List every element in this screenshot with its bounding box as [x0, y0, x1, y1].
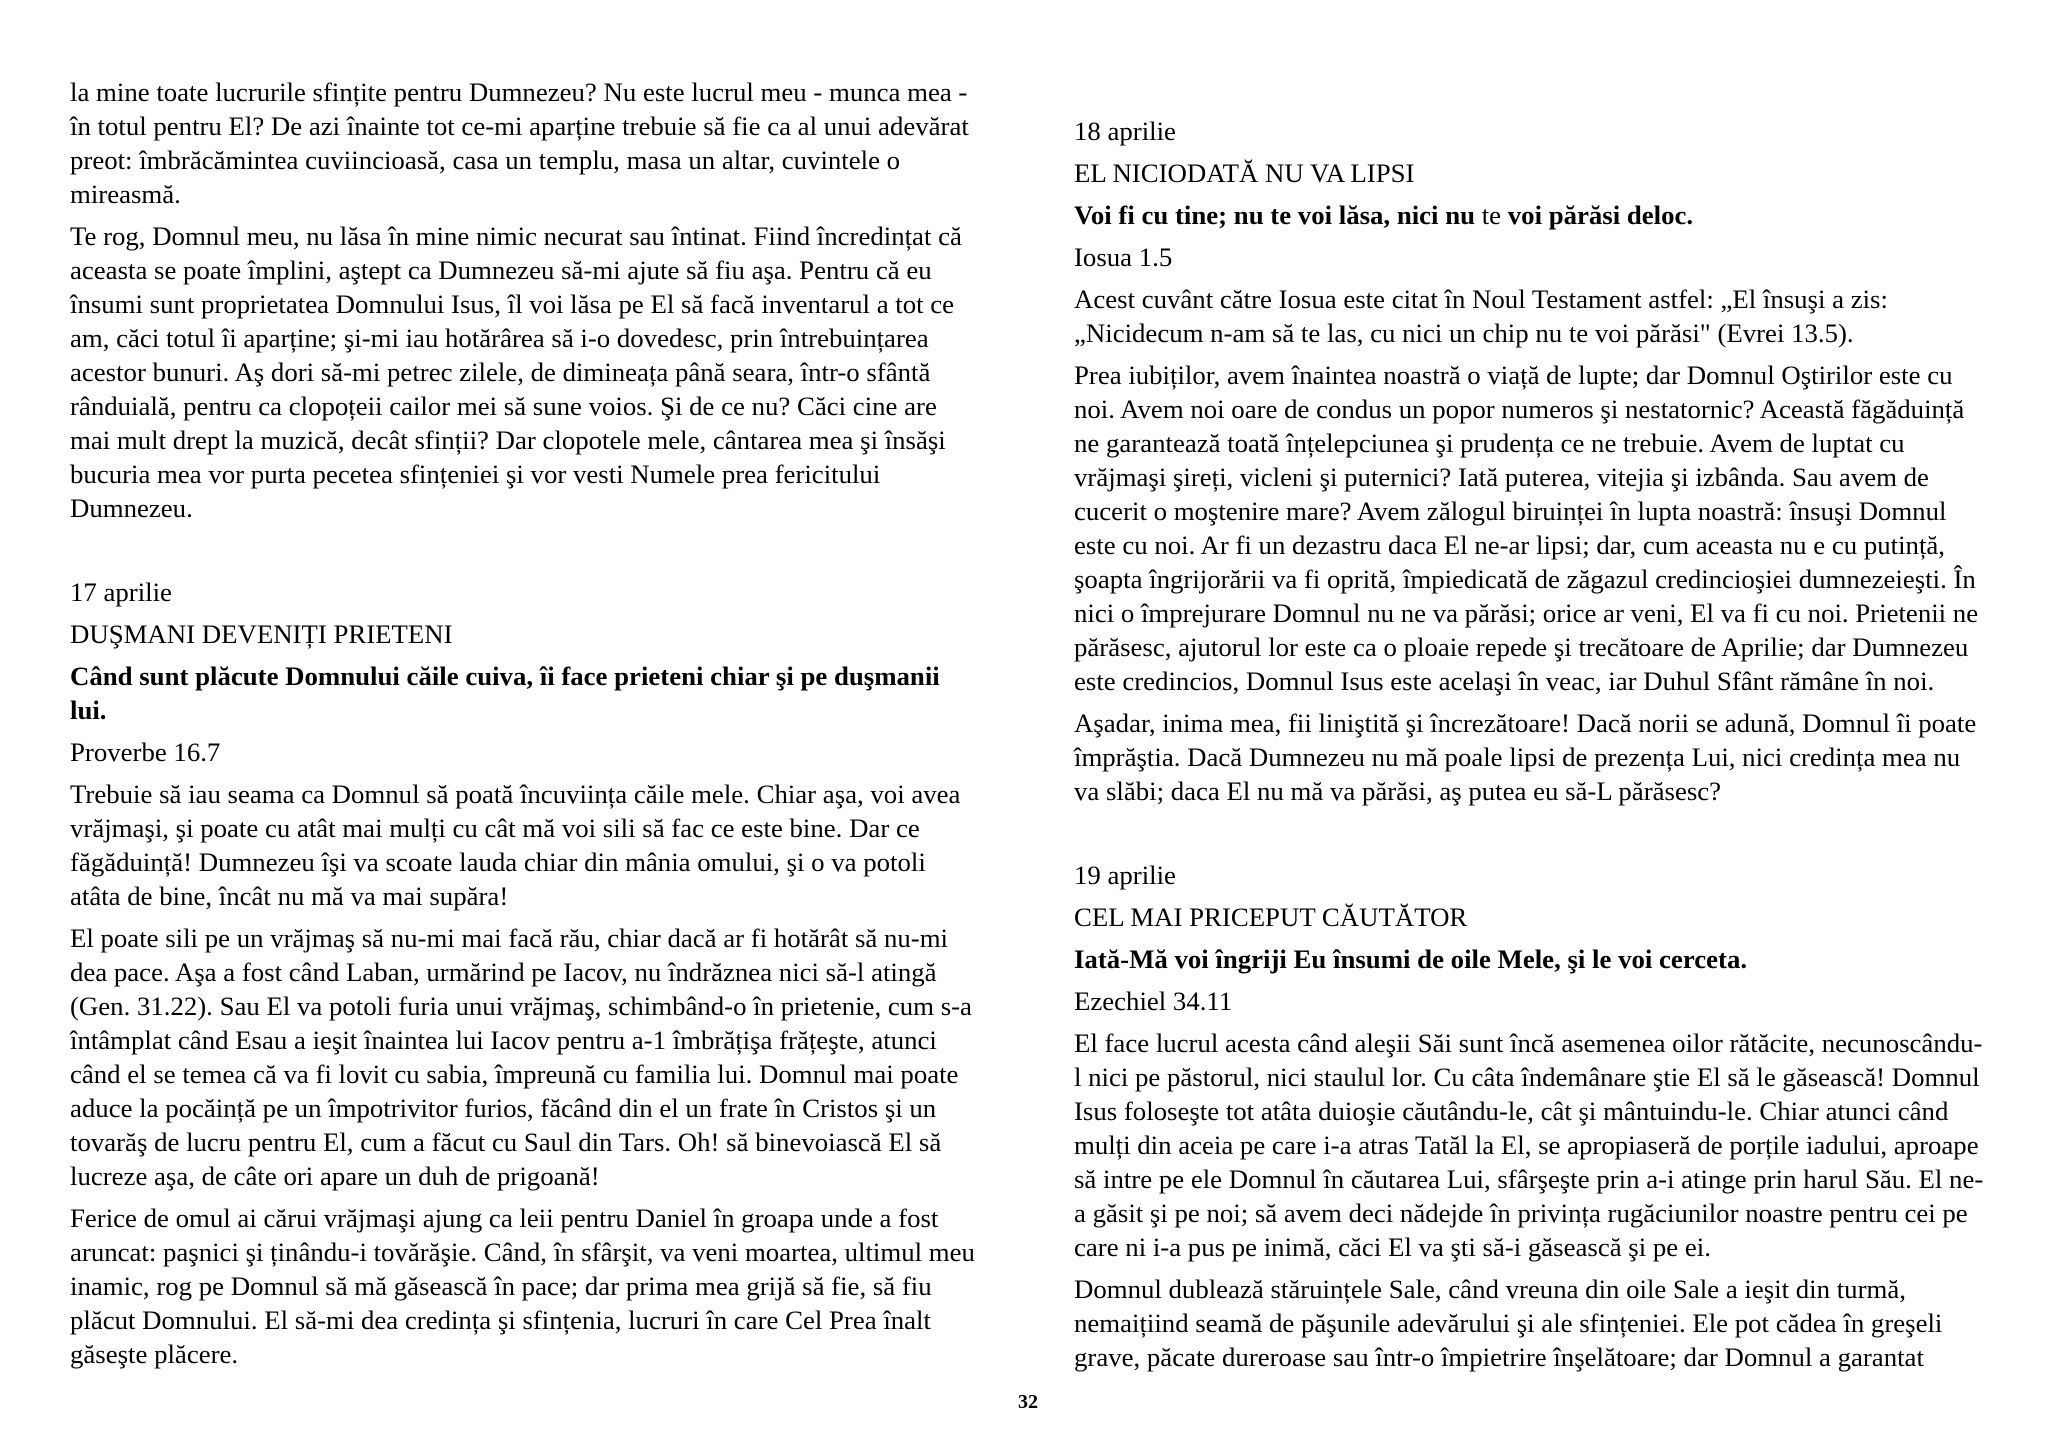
- verse-segment: te: [1481, 200, 1502, 230]
- text-line: ne garantează toată înțelepciunea şi prudența ce ne trebuie. Avem de luptat cu: [1074, 428, 1905, 458]
- text-line: nemaițiind seamă de păşunile adevărului şi ale sfințeniei. Ele pot cădea în greşeli: [1074, 1308, 1943, 1338]
- text-line: părăsesc, ajutorul lor este ca o ploaie repede şi trecătoare de Aprilie; dar Dumnezeu: [1074, 632, 1969, 662]
- text-line: bucuria mea vor purta pecetea sfințeniei şi vor vesti Numele prea fericitului: [70, 459, 881, 489]
- text-line: vrăjmaşi, şi poate cu atât mai mulți cu cât mă voi sili să fac ce este bine. Dar ce: [70, 813, 920, 843]
- text-line: aruncat: paşnici şi ținându-i tovărăşie. Când, în sfârşit, va veni moartea, ultimul meu: [70, 1237, 975, 1267]
- entry-date: 19 aprilie: [1074, 860, 1176, 890]
- text-line: nici o împrejurare Domnul nu ne va părăsi; orice ar veni, El va fi cu noi. Prietenii ne: [1074, 598, 1979, 628]
- blank-line: [1074, 816, 1984, 850]
- text-line: Ferice de omul ai cărui vrăjmaşi ajung ca leii pentru Daniel în groapa unde a fost: [70, 1203, 939, 1233]
- text-line: dea pace. Aşa a fost când Laban, urmărind pe Iacov, nu îndrăznea nici să-l atingă: [70, 957, 937, 987]
- verse-reference: Proverbe 16.7: [70, 737, 221, 767]
- text-line: l nici pe păstorul, nici staulul lor. Cu câta îndemânare ştie El să le găsească! Domnul: [1074, 1062, 1980, 1092]
- paragraph: [1074, 358, 1984, 698]
- text-line: Dumnezeu.: [70, 493, 193, 523]
- text-line: am, căci totul îi aparține; şi-mi iau hotărârea să i-o dovedesc, prin întrebuințarea: [70, 323, 929, 353]
- text-line: făgăduință! Dumnezeu îşi va scoate lauda chiar din mânia omului, şi o va potoli: [70, 847, 926, 877]
- paragraph: [1074, 1272, 1984, 1374]
- text-line: tovarăş de lucru pentru El, cum a făcut cu Saul din Tars. Oh! să binevoiască El să: [70, 1127, 942, 1157]
- text-line: „Nicidecum n-am să te las, cu nici un chip nu te voi părăsi" (Evrei 13.5).: [1074, 318, 1854, 348]
- entry-verse: [70, 659, 980, 727]
- entry-date: 17 aprilie: [70, 577, 172, 607]
- text-line: este credincios, Domnul Isus este acelaşi în veac, iar Duhul Sfânt rămâne în noi.: [1074, 666, 1935, 696]
- left-column: [70, 75, 980, 1379]
- text-line: vrăjmaşi şireți, vicleni şi puternici? Iată puterea, vitejia şi izbânda. Sau avem de: [1074, 462, 1929, 492]
- text-line: plăcut Domnului. El să-mi dea credința şi sfințenia, lucruri în care Cel Prea înalt: [70, 1305, 931, 1335]
- text-line: (Gen. 31.22). Sau El va potoli furia unui vrăjmaş, schimbând-o în prietenie, cum s-a: [70, 991, 972, 1021]
- paragraph: [1074, 282, 1984, 350]
- text-line: împrăştia. Dacă Dumnezeu nu mă poale lipsi de prezența Lui, nici credința mea nu: [1074, 742, 1961, 772]
- verse-segment: Voi fi cu tine; nu te voi lăsa, nici nu: [1074, 200, 1476, 230]
- paragraph: [70, 75, 980, 211]
- text-line: cucerit o moştenire mare? Avem zălogul biruinței în lupta noastră: însuşi Domnul: [1074, 496, 1947, 526]
- entry-title: DUŞMANI DEVENIȚI PRIETENI: [70, 619, 453, 649]
- text-line: Te rog, Domnul meu, nu lăsa în mine nimic necurat sau întinat. Fiind încredințat că: [70, 221, 962, 251]
- text-line: Trebuie să iau seama ca Domnul să poată încuviința căile mele. Chiar aşa, voi avea: [70, 779, 961, 809]
- text-line: şoapta îngrijorării va fi oprită, împiedicată de zăgazul credincioşiei dumnezeieşti. În: [1074, 564, 1976, 594]
- paragraph: [70, 1201, 980, 1371]
- text-line: întâmplat când Esau a ieşit înaintea lui Iacov pentru a-1 îmbrățişa frățeşte, atunci: [70, 1025, 937, 1055]
- blank-line: [70, 533, 980, 567]
- text-line: care ni i-a pus pe inimă, căci El va şti să-i găsească şi pe ei.: [1074, 1232, 1711, 1262]
- text-line: însumi sunt proprietatea Domnului Isus, îl voi lăsa pe El să facă inventarul a tot ce: [70, 289, 955, 319]
- paragraph: [70, 219, 980, 525]
- text-line: în totul pentru El? De azi înainte tot ce-mi aparține trebuie să fie ca al unui adevărat: [70, 111, 969, 141]
- text-line: mireasmă.: [70, 179, 181, 209]
- text-line: va slăbi; daca El nu mă va părăsi, aş putea eu să-L părăsesc?: [1074, 776, 1722, 806]
- text-line: mai mult drept la muzică, decât sfinții? Dar clopotele mele, cântarea mea şi însăşi: [70, 425, 946, 455]
- devotional-entry-18-aprilie: [1074, 114, 1984, 808]
- paragraph: [70, 921, 980, 1193]
- text-line: El poate sili pe un vrăjmaş să nu-mi mai facă rău, chiar dacă ar fi hotărât să nu-mi: [70, 923, 948, 953]
- text-line: acestor bunuri. Aş dori să-mi petrec zilele, de dimineața până seara, într-o sfântă: [70, 357, 931, 387]
- verse-reference: Ezechiel 34.11: [1074, 986, 1233, 1016]
- text-line: Prea iubiților, avem înaintea noastră o viață de lupte; dar Domnul Oştirilor este cu: [1074, 360, 1953, 390]
- entry-verse: [1074, 942, 1984, 976]
- entry-title: EL NICIODATĂ NU VA LIPSI: [1074, 158, 1415, 188]
- text-line: aduce la pocăință pe un împotrivitor furios, făcând din el un frate în Cristos şi un: [70, 1093, 937, 1123]
- text-line: lucreze aşa, de câte ori apare un duh de prigoană!: [70, 1161, 600, 1191]
- devotional-entry-19-aprilie: [1074, 858, 1984, 1374]
- text-line: a găsit şi pe noi; să avem deci nădejde în privința rugăciunilor noastre pentru cei pe: [1074, 1198, 1968, 1228]
- entry-date: 18 aprilie: [1074, 116, 1176, 146]
- paragraph: [1074, 1026, 1984, 1264]
- verse-line: Iată-Mă voi îngriji Eu însumi de oile Mele, şi le voi cerceta.: [1074, 944, 1748, 974]
- text-line: El face lucrul acesta când aleşii Săi sunt încă asemenea oilor rătăcite, necunoscându-: [1074, 1028, 1983, 1058]
- text-line: rânduială, pentru ca clopoțeii cailor mei să sune voios. Şi de ce nu? Căci cine are: [70, 391, 937, 421]
- page-number: 32: [1018, 1391, 1038, 1413]
- entry-verse: [1074, 198, 1984, 232]
- text-line: Isus foloseşte tot atâta duioşie căutându-le, cât şi mântuindu-le. Chiar atunci când: [1074, 1096, 1949, 1126]
- text-line: este cu noi. Ar fi un dezastru daca El ne-ar lipsi; dar, cum aceasta nu e cu putință,: [1074, 530, 1945, 560]
- verse-line: lui.: [70, 695, 107, 725]
- text-line: Domnul dublează stăruințele Sale, când vreuna din oile Sale a ieşit din turmă,: [1074, 1274, 1906, 1304]
- right-column: [1074, 114, 1984, 1382]
- text-line: noi. Avem noi oare de condus un popor numeros şi nestatornic? Această făgăduință: [1074, 394, 1965, 424]
- text-line: să intre pe ele Domnul în căutarea Lui, sfârşeşte prin a-i atinge prin harul Său. El ne-: [1074, 1164, 1984, 1194]
- paragraph: [1074, 706, 1984, 808]
- devotional-entry-17-aprilie: [70, 575, 980, 1371]
- verse-segment: voi părăsi deloc.: [1507, 200, 1694, 230]
- verse-line: Când sunt plăcute Domnului căile cuiva, îi face prieteni chiar şi pe duşmanii: [70, 661, 940, 691]
- text-line: Acest cuvânt către Iosua este citat în Noul Testament astfel: „El însuşi a zis:: [1074, 284, 1888, 314]
- text-line: mulți din aceia pe care i-a atras Tatăl la El, se apropiaseră de porțile iadului, aproape: [1074, 1130, 1979, 1160]
- text-line: preot: îmbrăcămintea cuviincioasă, casa un templu, masa un altar, cuvintele o: [70, 145, 901, 175]
- text-line: grave, păcate dureroase sau într-o împietrire înşelătoare; dar Domnul a garantat: [1074, 1342, 1924, 1372]
- verse-reference: Iosua 1.5: [1074, 242, 1173, 272]
- paragraph: [70, 777, 980, 913]
- text-line: Aşadar, inima mea, fii liniştită şi încrezătoare! Dacă norii se adună, Domnul îi poate: [1074, 708, 1977, 738]
- text-line: la mine toate lucrurile sfințite pentru Dumnezeu? Nu este lucrul meu - munca mea -: [70, 77, 968, 107]
- text-line: atâta de bine, încât nu mă va mai supăra!: [70, 881, 509, 911]
- text-line: când el se temea că va fi lovit cu sabia, împreună cu familia lui. Domnul mai poate: [70, 1059, 959, 1089]
- text-line: găseşte plăcere.: [70, 1339, 239, 1369]
- entry-title: CEL MAI PRICEPUT CĂUTĂTOR: [1074, 902, 1468, 932]
- text-line: inamic, rog pe Domnul să mă găsească în pace; dar prima mea grijă să fie, să fiu: [70, 1271, 932, 1301]
- text-line: aceasta se poate împlini, aştept ca Dumnezeu să-mi ajute să fiu aşa. Pentru că eu: [70, 255, 932, 285]
